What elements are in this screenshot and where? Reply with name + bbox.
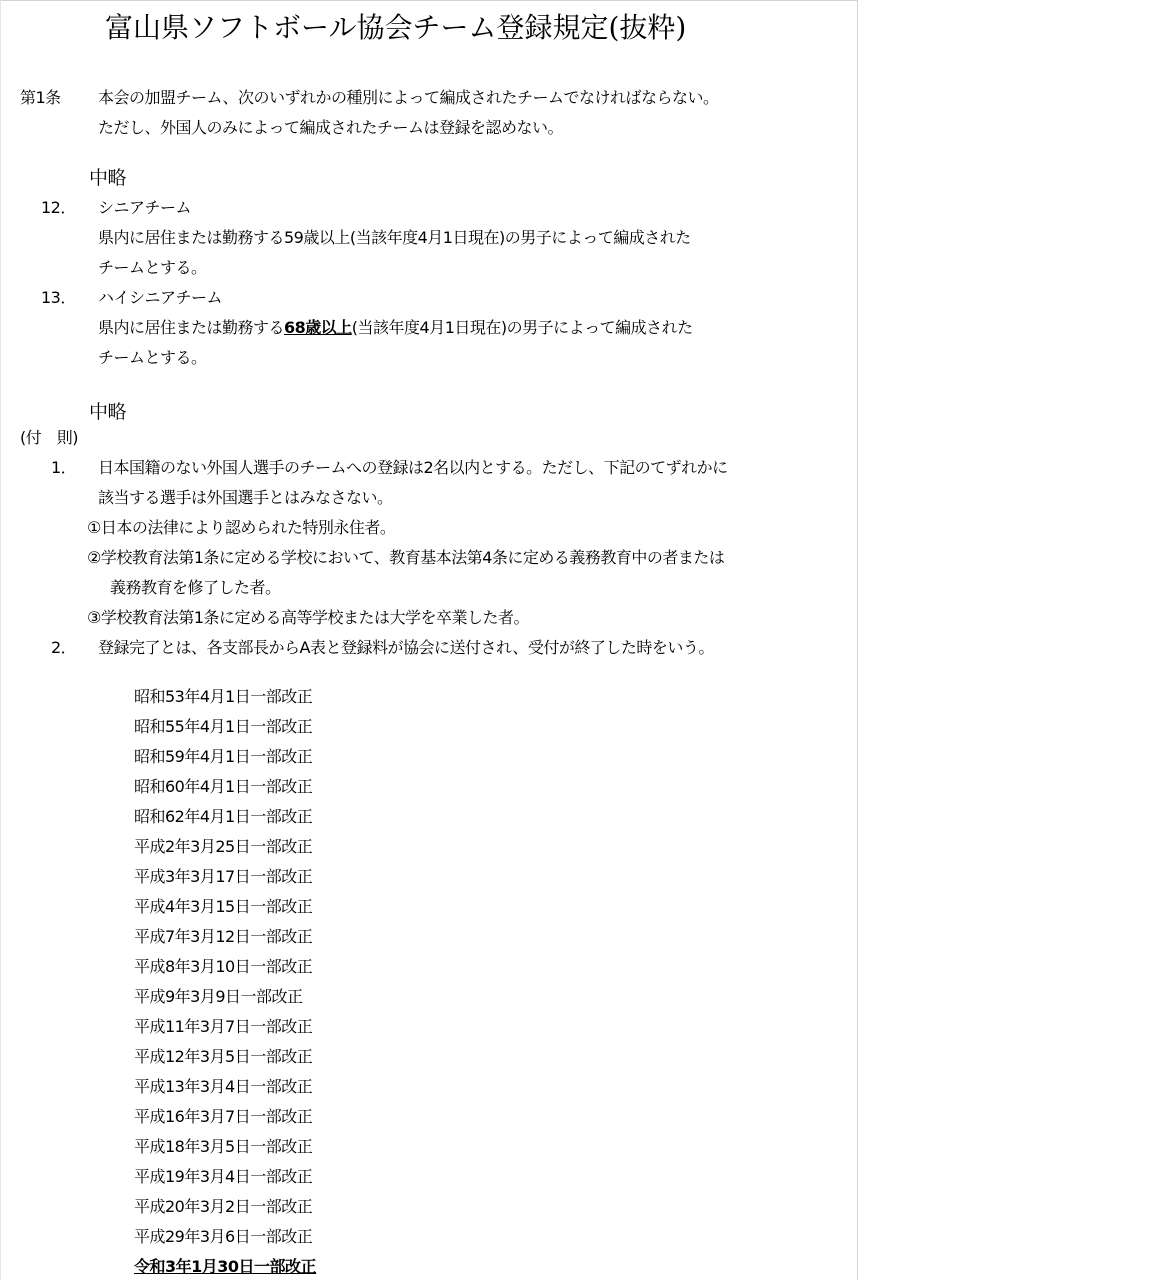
item12-name: シニアチーム — [98, 198, 192, 217]
item12-line1: 県内に居住または勤務する59歳以上(当該年度4月1日現在)の男子によって編成された — [98, 228, 691, 247]
revision-entry: 平成11年3月7日一部改正 — [134, 1017, 313, 1036]
revision-entry: 平成13年3月4日一部改正 — [134, 1077, 313, 1096]
article1-label: 第1条 — [20, 88, 61, 107]
revision-entry: 平成19年3月4日一部改正 — [134, 1167, 313, 1186]
supp-item2-number: 2． — [51, 638, 77, 657]
omitted-heading-2: 中略 — [89, 401, 127, 423]
article1-line2: ただし、外国人のみによって編成されたチームは登録を認めない。 — [98, 118, 564, 137]
revision-entry: 平成9年3月9日一部改正 — [134, 987, 303, 1006]
revision-entry: 平成7年3月12日一部改正 — [134, 927, 313, 946]
supp-item1-sub3: ③学校教育法第1条に定める高等学校または大学を卒業した者。 — [87, 608, 530, 627]
supp-item1-line1: 日本国籍のない外国人選手のチームへの登録は2名以内とする。ただし、下記のてずれかに — [98, 458, 728, 477]
revision-entry: 昭和53年4月1日一部改正 — [134, 687, 313, 706]
revision-entry: 昭和62年4月1日一部改正 — [134, 807, 313, 826]
revision-entry: 平成18年3月5日一部改正 — [134, 1137, 313, 1156]
supp-item1-sub2-line1: ②学校教育法第1条に定める学校において、教育基本法第4条に定める義務教育中の者または — [87, 548, 725, 567]
supp-item1-sub2-line2: 義務教育を修了した者。 — [110, 578, 281, 597]
item13-line1-post: (当該年度4月1日現在)の男子によって編成された — [351, 318, 693, 337]
supp-item2-text: 登録完了とは、各支部長からA表と登録料が協会に送付され、受付が終了した時をいう。 — [98, 638, 714, 657]
supp-item1-number: 1． — [51, 458, 77, 477]
item13-line2: チームとする。 — [98, 348, 207, 367]
item13-line1-pre: 県内に居住または勤務する — [98, 318, 285, 337]
revision-entry: 平成2年3月25日一部改正 — [134, 837, 313, 856]
item13-name: ハイシニアチーム — [98, 288, 223, 307]
revision-entry: 昭和55年4月1日一部改正 — [134, 717, 313, 736]
omitted-heading-1: 中略 — [89, 167, 127, 189]
item13-age-emphasis: 68歳以上 — [284, 318, 352, 337]
revision-entry: 平成20年3月2日一部改正 — [134, 1197, 313, 1216]
revision-entry-latest: 令和3年1月30日一部改正 — [134, 1257, 317, 1276]
article1-line1: 本会の加盟チーム、次のいずれかの種別によって編成されたチームでなければならない。 — [98, 88, 719, 107]
item13-line1 — [98, 318, 693, 338]
supplementary-label: (付 則) — [20, 428, 78, 447]
item12-line2: チームとする。 — [98, 258, 207, 277]
item13-number: 13． — [41, 288, 76, 307]
document-title: 富山県ソフトボール協会チーム登録規定(抜粋) — [105, 11, 687, 44]
supp-item1-line2: 該当する選手は外国選手とはみなさない。 — [98, 488, 393, 507]
revision-entry: 昭和60年4月1日一部改正 — [134, 777, 313, 796]
supp-item1-sub1: ①日本の法律により認められた特別永住者。 — [87, 518, 396, 537]
revision-entry: 平成8年3月10日一部改正 — [134, 957, 313, 976]
revision-entry: 平成12年3月5日一部改正 — [134, 1047, 313, 1066]
revision-entry: 昭和59年4月1日一部改正 — [134, 747, 313, 766]
revision-entry: 平成29年3月6日一部改正 — [134, 1227, 313, 1246]
item12-number: 12． — [41, 198, 76, 217]
revision-entry: 平成16年3月7日一部改正 — [134, 1107, 313, 1126]
revision-entry: 平成4年3月15日一部改正 — [134, 897, 313, 916]
revision-entry: 平成3年3月17日一部改正 — [134, 867, 313, 886]
